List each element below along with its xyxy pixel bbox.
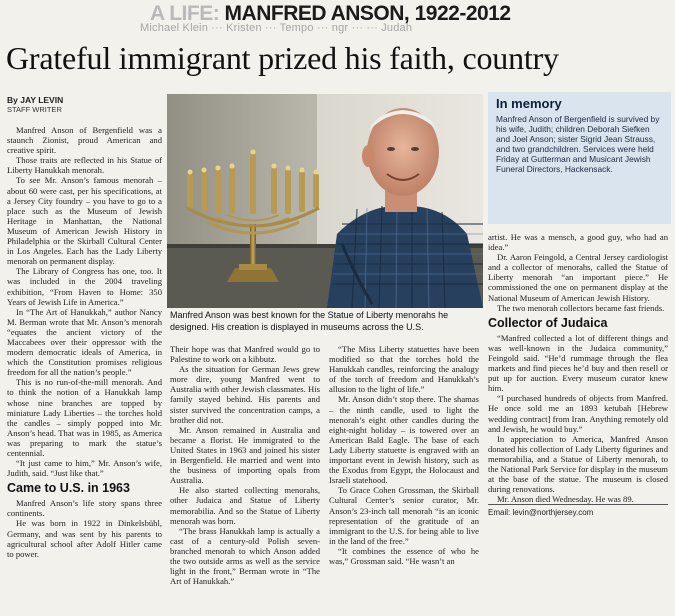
photo-credit-overlay: Michael Klein ··· Kristen ··· Tempo ··· ngr ··· ··· Judah bbox=[140, 22, 413, 34]
subhead-came-to-us: Came to U.S. in 1963 bbox=[7, 481, 130, 496]
paragraph: Mr. Anson died Wednesday. He was 89. bbox=[497, 494, 634, 505]
article-column-3 bbox=[329, 344, 479, 616]
paragraph: “I purchased hundreds of objects from Manfred. He once sold me an 1893 ketubah [Hebrew wedding contract] from Iran. Anything remotely old and Jewish, he would buy.” bbox=[488, 393, 668, 434]
paragraph: He was born in 1922 in Dinkelsbühl, Germany, and was sent by his parents to agricultural school after Adolf Hitler came to power. bbox=[7, 518, 162, 559]
in-memory-sidebar bbox=[488, 92, 671, 224]
photo-caption: Manfred Anson was best known for the Statue of Liberty menorahs he designed. His creation is displayed in museums across the U.S. bbox=[170, 310, 449, 332]
paragraph: He also started collecting menorahs, other Judaica and Statue of Liberty memorabilia. And so the Statue of Liberty menorah was born. bbox=[170, 485, 320, 526]
paragraph: The Library of Congress has one, too. It was included in the 2004 traveling exhibition, “From Haven to Home: 350 Years of Jewish Life in America.” bbox=[7, 266, 162, 307]
paragraph: This is no run-of-the-mill menorah. And to think the notion of a Hanukkah lamp whose nine branches are topped by miniature Lady Liberties – the torches hold the candles – simply popped into Mr. Anson’s head. That was in 1985, as America was preparing to mark the statue’s centennial. bbox=[7, 377, 162, 458]
paragraph: To Grace Cohen Grossman, the Skirball Cultural Center’s senior curator, Mr. Anson’s 23-inch tall menorah “is an iconic representation of the gratitude of an immigrant to the U.S. for being able to live in the land of the free.” bbox=[329, 485, 479, 546]
byline bbox=[7, 95, 63, 115]
paragraph: “It combines the essence of who he was,” Grossman said. “He wasn’t an bbox=[329, 545, 479, 566]
photo-illustration bbox=[167, 94, 483, 308]
paragraph: Manfred Anson’s life story spans three continents. bbox=[7, 498, 162, 519]
paragraph: Mr. Anson remained in Australia and became a florist. He immigrated to the United States in 1963 and joined his sister in Bergenfield. He married and went into the business of importing opals from Australia. bbox=[170, 424, 320, 486]
article-column-2 bbox=[170, 344, 320, 616]
byline-name: By JAY LEVIN bbox=[7, 95, 64, 105]
article-column-4 bbox=[488, 232, 668, 612]
byline-role: STAFF WRITER bbox=[7, 105, 62, 114]
sidebar-title: In memory bbox=[496, 96, 562, 111]
subhead-collector-of-judaica: Collector of Judaica bbox=[488, 315, 608, 330]
paragraph: The two menorah collectors became fast friends. bbox=[497, 302, 665, 313]
paragraph: Their hope was that Manfred would go to Palestine to work on a kibbutz. bbox=[170, 344, 320, 365]
paragraph: As the situation for German Jews grew more dire, young Manfred went to Australia with other Jewish classmates. His family stayed behind. His parents and sister survived the concentration camps, a brother did not. bbox=[170, 364, 320, 425]
author-email[interactable]: Email: levin@northjersey.com bbox=[488, 504, 668, 518]
paragraph: artist. He was a mensch, a good guy, who had an idea.” bbox=[488, 232, 668, 253]
paragraph: “It just came to him,” Mr. Anson’s wife, Judith, said. “Just like that.” bbox=[7, 458, 162, 479]
paragraph: Dr. Aaron Feingold, a Central Jersey cardiologist and a collector of menorahs, called the Statue of Liberty menorah “an important piece.” He commissioned the one on permanent display at the National Museum of American Jewish History. bbox=[488, 252, 668, 303]
paragraph: In “The Art of Hanukkah,” author Nancy M. Berman wrote that Mr. Anson’s menorah “equates the ancient victory of the Maccabees over their oppressor with the modern democratic ideals of America, in which the Constitution promises religious freedom for all the nation’s people.” bbox=[7, 306, 162, 378]
paragraph: Manfred Anson of Bergenfield was a staunch Zionist, proud American and creative spirit. bbox=[7, 125, 162, 156]
paragraph: In appreciation to America, Manfred Anson donated his collection of Lady Liberty figurines and memorabilia, and a Statue of Liberty menorah, to the National Park Service for display in the museum at the base of the statue. The museum is closed during renovations. bbox=[488, 433, 668, 495]
paragraph: “The Miss Liberty statuettes have been modified so that the torches hold the Hanukkah candles, reinforcing the analogy of the torch of freedom and Hanukkah’s allusion to the light of life.” bbox=[329, 344, 479, 395]
kicker-lead: A LIFE: bbox=[150, 2, 220, 25]
photo-anson-with-menorah bbox=[167, 94, 483, 308]
kicker-rest: MANFRED ANSON, 1922-2012 bbox=[219, 2, 511, 25]
paragraph: To see Mr. Anson’s famous menorah – about 60 were cast, per his specifications, at a Jersey City foundry – you have to go to a place such as the Museum of Jewish Heritage in Manhattan, the National Museum of American Jewish History in Philadelphia or the Skirball Cultural Center in Los Angeles. Each has the Lady Liberty menorah on permanent display. bbox=[7, 175, 162, 267]
paragraph: “Manfred collected a lot of different things and was well-known in the Judaica community,” Feingold said. “He’d rummage through the flea markets and find pieces he’d buy and then resell or put up for auction. Every museum curator knew him. bbox=[488, 332, 668, 394]
paragraph: Mr. Anson didn’t stop there. The shamas – the ninth candle, used to light the menorah’s eight other candles during the eight-night holiday – is towered over an American Bald Eagle. The base of each Lady Liberty statuette is engraved with an important event in Jewish history, such as the Exodus from Egypt, the Holocaust and Israeli statehood. bbox=[329, 394, 479, 486]
sidebar-body: Manfred Anson of Bergenfield is survived by his wife, Judith; children Deborah Siefken and Joel Anson; sister Sigrid Jean Strauss, and two grandchildren. Services were held Friday at Gutterman and Musicant Jewish Funeral Directors, Hackensack. bbox=[496, 114, 660, 174]
paragraph: Those traits are reflected in his Statue of Liberty Hanukkah menorah. bbox=[7, 155, 162, 176]
headline: Grateful immigrant prized his faith, country bbox=[6, 40, 559, 76]
paragraph: “The brass Hanukkah lamp is actually a cast of a century-old Polish seven-branched menorah to which Anson added the two outside arms as well as the service light in the front,” Berman wrote in “The Art of Hanukkah.” bbox=[170, 525, 320, 587]
article-column-1 bbox=[7, 125, 162, 616]
